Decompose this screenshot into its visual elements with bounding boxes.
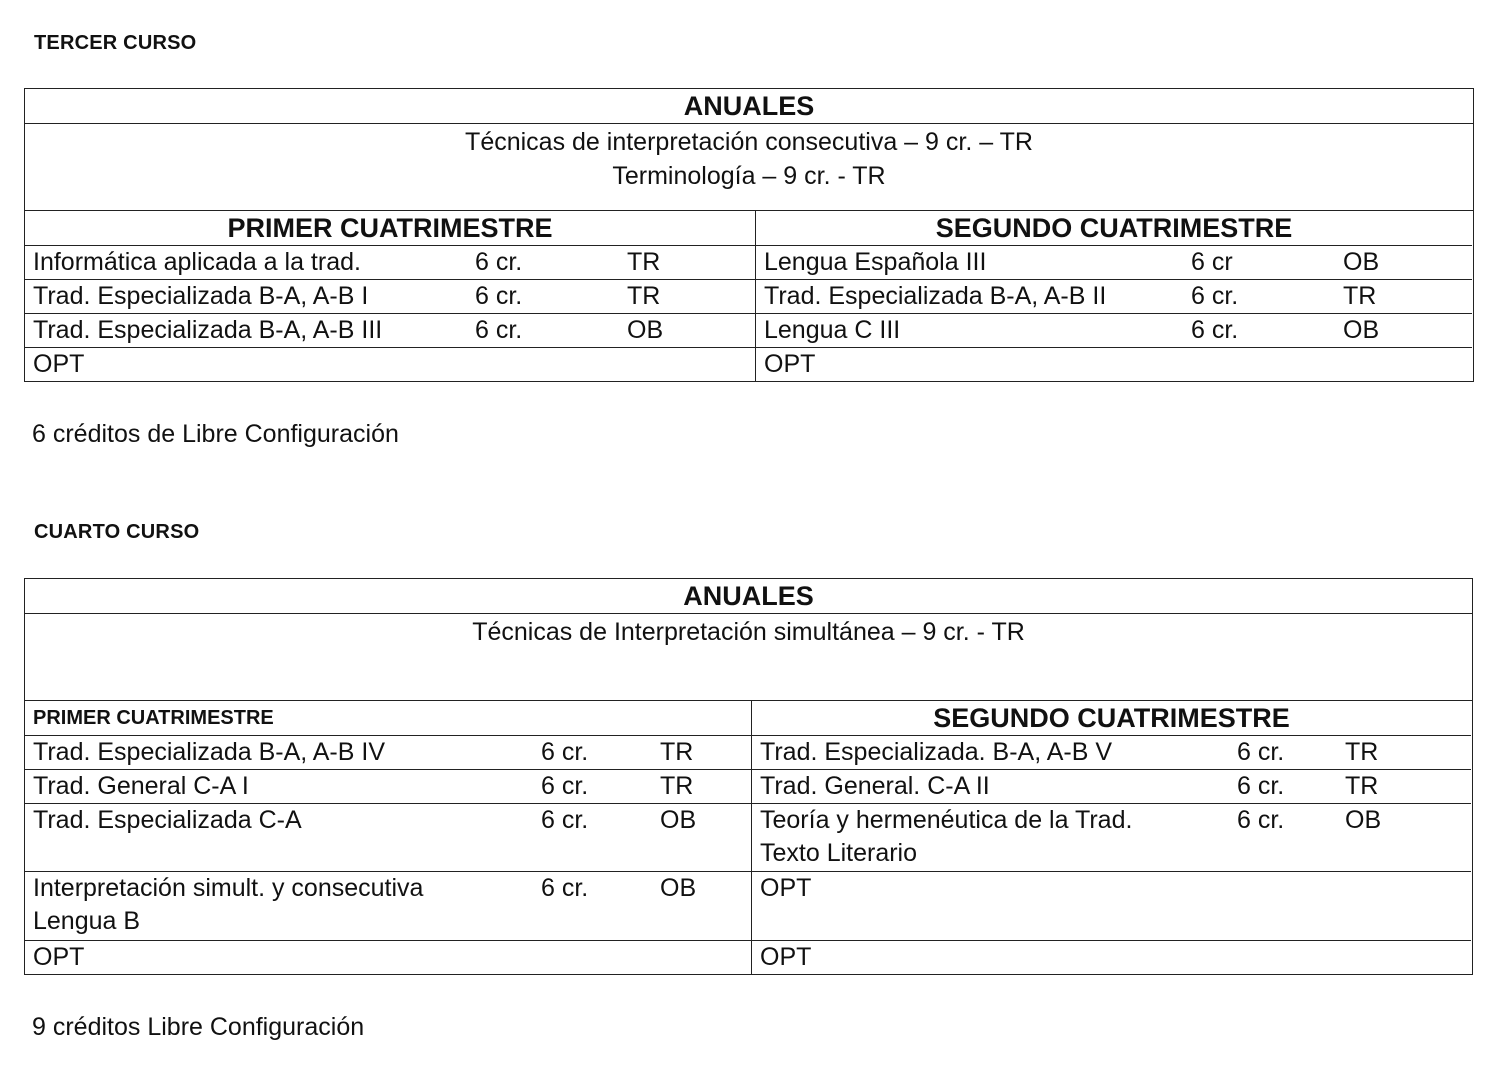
table-row — [25, 941, 751, 974]
tercer-curso-note: 6 créditos de Libre Configuración — [32, 420, 399, 448]
subject-type: TR — [660, 738, 694, 766]
table-row — [25, 736, 751, 770]
subject-credits: 6 cr — [1191, 248, 1233, 276]
segundo-cuatrimestre-title: SEGUNDO CUATRIMESTRE — [756, 211, 1472, 246]
subject-credits: 6 cr. — [1191, 316, 1239, 344]
subject-type: TR — [1343, 282, 1377, 310]
subject-name-line2: Lengua B — [33, 907, 141, 935]
table-row — [752, 736, 1471, 770]
subject-credits: 6 cr. — [475, 316, 523, 344]
subject-name: OPT — [33, 350, 85, 378]
anuales-content — [25, 614, 1472, 701]
subject-name: OPT — [760, 943, 812, 971]
tercer-curso-table — [24, 88, 1474, 382]
subject-name: OPT — [764, 350, 816, 378]
subject-name: Lengua C III — [764, 316, 901, 344]
table-row — [752, 941, 1471, 974]
subject-type: OB — [660, 806, 697, 834]
subject-name: Trad. Especializada. B-A, A-B V — [760, 738, 1113, 766]
anuales-item: Técnicas de interpretación consecutiva – 9 cr. – TR — [465, 128, 1033, 156]
subject-type: TR — [660, 772, 694, 800]
cuatrimestres — [25, 701, 1472, 974]
table-row — [752, 872, 1471, 941]
subject-credits: 6 cr. — [1237, 772, 1285, 800]
subject-type: TR — [627, 248, 661, 276]
subject-name-line1: Teoría y hermenéutica de la Trad. — [760, 806, 1133, 834]
subject-type: OB — [1343, 248, 1380, 276]
subject-name: Trad. Especializada B-A, A-B IV — [33, 738, 386, 766]
subject-name — [33, 872, 541, 940]
anuales-item: Terminología – 9 cr. - TR — [612, 162, 886, 190]
subject-type: OB — [1343, 316, 1380, 344]
subject-credits: 6 cr. — [475, 282, 523, 310]
primer-cuatrimestre-title: PRIMER CUATRIMESTRE — [25, 701, 751, 736]
table-row — [25, 246, 755, 280]
subject-name-line2: Texto Literario — [760, 839, 918, 867]
table-row — [25, 314, 755, 348]
segundo-cuatrimestre-column — [756, 211, 1472, 381]
cuatrimestres — [25, 211, 1473, 381]
segundo-cuatrimestre-title: SEGUNDO CUATRIMESTRE — [752, 701, 1471, 736]
subject-name: OPT — [33, 943, 85, 971]
subject-credits: 6 cr. — [541, 738, 589, 766]
table-row — [752, 770, 1471, 804]
subject-credits: 6 cr. — [541, 772, 589, 800]
subject-name — [760, 804, 1237, 871]
subject-name: Informática aplicada a la trad. — [33, 248, 361, 276]
table-row — [756, 314, 1472, 348]
subject-credits: 6 cr. — [1237, 738, 1285, 766]
primer-cuatrimestre-title: PRIMER CUATRIMESTRE — [25, 211, 755, 246]
anuales-content — [25, 124, 1473, 211]
primer-cuatrimestre-column — [25, 211, 756, 381]
table-row — [756, 280, 1472, 314]
table-row — [25, 872, 751, 941]
subject-type: OB — [1345, 806, 1382, 834]
segundo-cuatrimestre-column — [752, 701, 1471, 974]
subject-name-line1: Interpretación simult. y consecutiva — [33, 874, 424, 902]
subject-name: OPT — [760, 874, 812, 902]
subject-name: Trad. Especializada B-A, A-B I — [33, 282, 369, 310]
subject-credits: 6 cr. — [541, 806, 589, 834]
table-row — [756, 348, 1472, 381]
subject-type: OB — [627, 316, 664, 344]
anuales-header: ANUALES — [25, 579, 1472, 614]
subject-type: OB — [660, 874, 697, 902]
table-row — [25, 348, 755, 381]
anuales-header: ANUALES — [25, 89, 1473, 124]
table-row — [752, 804, 1471, 872]
subject-credits: 6 cr. — [541, 874, 589, 902]
subject-name: Trad. Especializada B-A, A-B III — [33, 316, 383, 344]
subject-type: TR — [1345, 738, 1379, 766]
subject-credits: 6 cr. — [475, 248, 523, 276]
subject-type: TR — [1345, 772, 1379, 800]
cuarto-curso-note: 9 créditos Libre Configuración — [32, 1013, 365, 1041]
subject-credits: 6 cr. — [1237, 806, 1285, 834]
primer-cuatrimestre-column — [25, 701, 752, 974]
table-row — [25, 804, 751, 872]
subject-name: Trad. General C-A I — [33, 772, 249, 800]
subject-name: Trad. Especializada B-A, A-B II — [764, 282, 1107, 310]
tercer-curso-heading: TERCER CURSO — [34, 32, 197, 54]
table-row — [25, 770, 751, 804]
table-row — [25, 280, 755, 314]
subject-type: TR — [627, 282, 661, 310]
subject-name: Trad. General. C-A II — [760, 772, 990, 800]
subject-name: Trad. Especializada C-A — [33, 806, 302, 834]
anuales-item: Técnicas de Interpretación simultánea – 9 cr. - TR — [472, 618, 1025, 646]
subject-credits: 6 cr. — [1191, 282, 1239, 310]
table-row — [756, 246, 1472, 280]
cuarto-curso-heading: CUARTO CURSO — [34, 521, 200, 543]
cuarto-curso-table — [24, 578, 1473, 975]
subject-name: Lengua Española III — [764, 248, 987, 276]
